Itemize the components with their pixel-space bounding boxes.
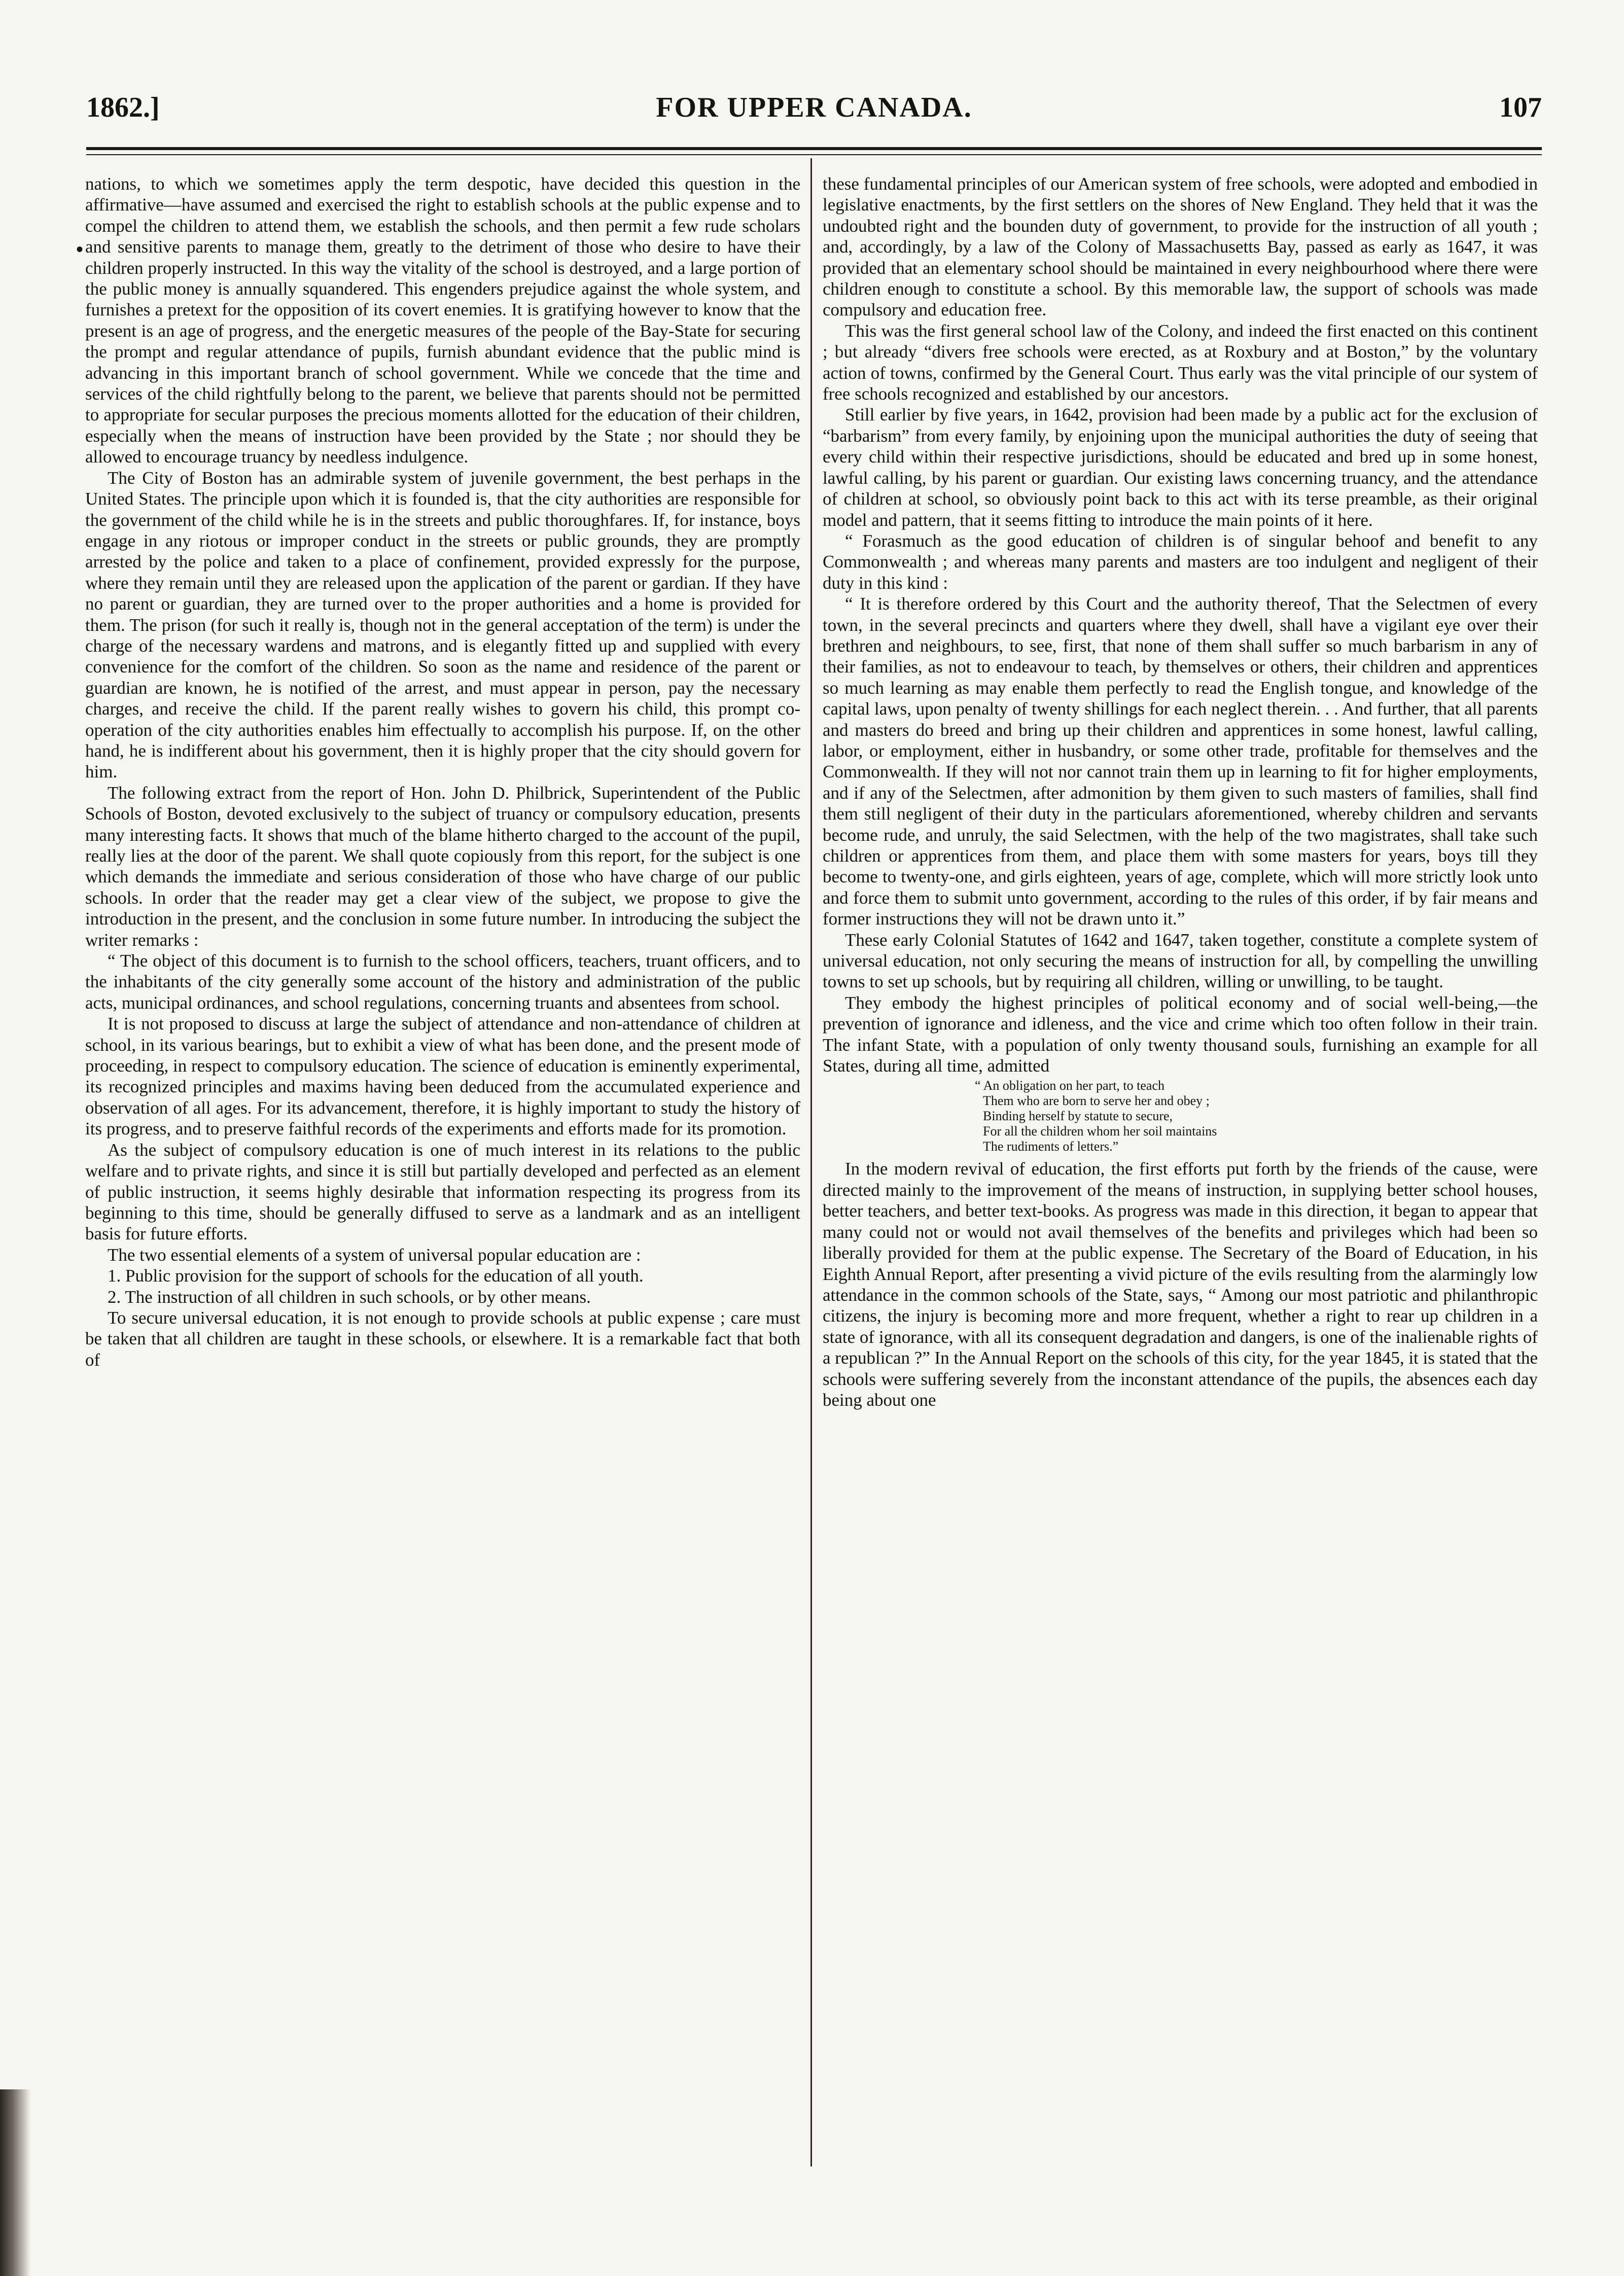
paragraph: As the subject of compulsory education is one of much interest in its relations to the public welfare and to private rights, and since it is still but partially developed and perfected as an element of public instruction, it seems highly desirable that information respecting its progress from its beginning to this time, should be generally diffused to serve as a landmark and as an intelligent basis for future efforts. [85, 1140, 800, 1244]
paragraph: To secure universal education, it is not enough to provide schools at public expense ; care must be taken that all children are taught in these schools, or elsewhere. It is a remarkable fact that both of [85, 1307, 800, 1370]
left-column [85, 173, 800, 1370]
page-title: FOR UPPER CANADA. [656, 92, 972, 123]
verse-line: Them who are born to serve her and obey ; [983, 1093, 1210, 1109]
year-label: 1862.] [86, 92, 160, 123]
paragraph: The following extract from the report of Hon. John D. Philbrick, Superintendent of the Public Schools of Boston, devoted exclusively to the subject of truancy or compulsory education, presents many interesting facts. It shows that much of the blame hitherto charged to the account of the pupil, really lies at the door of the parent. We shall quote copiously from this report, for the subject is one which demands the immediate and serious consideration of those who have charge of our public schools. In order that the reader may get a clear view of the subject, we propose to give the introduction in the present, and the conclusion in some future number. In introducing the subject the writer remarks : [85, 783, 800, 950]
header-rule-thick [86, 147, 1542, 150]
paragraph: In the modern revival of education, the first efforts put forth by the friends of the cause, were directed mainly to the improvement of the means of instruction, in supplying better school houses, better teachers, and better text-books. As progress was made in this direction, it began to appear that many could not or would not avail themselves of the benefits and privileges which had been so liberally provided for them at the public expense. The Secretary of the Board of Education, in his Eighth Annual Report, after presenting a vivid picture of the evils resulting from the alarmingly low attendance in the common schools of the State, says, “ Among our most patriotic and philanthropic citizens, the injury is becoming more and more frequent, whether a right to rear up children in a state of ignorance, with all its consequent degradation and dangers, is one of the inalienable rights of a republican ?” In the Annual Report on the schools of this city, for the year 1845, it is stated that the schools were suffering severely from the inconstant attendance of the pupils, the absences each day being about one [823, 1159, 1538, 1410]
paragraph: Still earlier by five years, in 1642, provision had been made by a public act for the exclusion of “barbarism” from every family, by enjoining upon the municipal authorities the duty of seeing that every child within their respective jurisdictions, should be educated and bred up in some honest, lawful calling, by his parent or guardian. Our existing laws concerning truancy, and the attendance of children at school, so obviously point back to this act with its terse preamble, as their original model and pattern, that it seems fitting to introduce the main points of it here. [823, 405, 1538, 530]
paragraph: “ The object of this document is to furnish to the school officers, teachers, truant officers, and to the inhabitants of the city generally some account of the history and administration of the public acts, municipal ordinances, and school regulations, concerning truants and absentees from school. [85, 951, 800, 1013]
page-header [86, 86, 1542, 132]
verse-line: Binding herself by statute to secure, [983, 1109, 1173, 1124]
verse-quote [975, 1078, 1538, 1154]
paragraph: nations, to which we sometimes apply the term despotic, have decided this question in the affirmative—have assumed and exercised the right to establish schools at the public expense and to compel the children to attend them, we establish the schools, and then permit a few rude scholars and sensitive parents to manage them, greatly to the detriment of those who desire to have their children properly instructed. In this way the vitality of the school is destroyed, and a large portion of the public money is annually squandered. This engenders prejudice against the whole system, and furnishes a pretext for the opposition of its covert enemies. It is gratifying however to know that the present is an age of progress, and the energetic measures of the people of the Bay-State for securing the prompt and regular attendance of pupils, furnish abundant evidence that the public mind is advancing in this important branch of school government. While we concede that the time and services of the child rightfully belong to the parent, we believe that parents should not be permitted to appropriate for secular purposes the precious moments allotted for the education of their children, especially when the means of instruction have been provided by the State ; nor should they be allowed to encourage truancy by needless indulgence. [85, 174, 800, 467]
verse-line: “ An obligation on her part, to teach [975, 1078, 1165, 1093]
margin-mark: • [76, 238, 84, 261]
column-divider [810, 158, 812, 2166]
paragraph: “ It is therefore ordered by this Court and the authority thereof, That the Selectmen of every town, in the several precincts and quarters where they dwell, shall have a vigilant eye over their brethren and neighbours, to see, first, that none of them shall suffer so much barbarism in any of their families, as not to endeavour to teach, by themselves or others, their children and apprentices so much learning as may enable them perfectly to read the English tongue, and knowledge of the capital laws, upon penalty of twenty shillings for each neglect therein. . . And further, that all parents and masters do breed and bring up their children and apprentices in some honest, lawful calling, labor, or employment, either in husbandry, or some other trade, profitable for themselves and the Commonwealth. If they will not nor cannot train them up in learning to fit for higher employments, and if any of the Selectmen, after admonition by them given to such masters of families, shall find them still negligent of their duty in the particulars aforementioned, whereby children and servants become rude, and unruly, the said Selectmen, with the help of the two magistrates, shall take such children or apprentices from them, and place them with some masters for years, boys till they become to twenty-one, and girls eighteen, years of age, complete, which will more strictly look unto and force them to submit unto government, according to the rules of this order, if by fair means and former instructions they will not be drawn unto it.” [823, 594, 1538, 929]
paragraph: The City of Boston has an admirable system of juvenile government, the best perhaps in the United States. The principle upon which it is founded is, that the city authorities are responsible for the government of the child while he is in the streets and public thoroughfares. If, for instance, boys engage in any riotous or improper conduct in the streets or public grounds, they are promptly arrested by the police and taken to a place of confinement, provided expressly for the purpose, where they remain until they are released upon the application of the parent or gardian. If they have no parent or guardian, they are turned over to the proper authorities and a home is provided for them. The prison (for such it really is, though not in the general acceptation of the term) is under the charge of the necessary wardens and matrons, and is elegantly fitted up and supplied with every convenience for the comfort of the children. So soon as the name and residence of the parent or guardian are known, he is notified of the arrest, and must appear in person, pay the necessary charges, and receive the child. If the parent really wishes to govern his child, this prompt co-operation of the city authorities enables him effectually to accomplish his purpose. If, on the other hand, he is indifferent about his government, then it is highly proper that the city should govern for him. [85, 468, 800, 782]
list-item: 1. Public provision for the support of schools for the education of all youth. [108, 1266, 644, 1286]
paragraph: “ Forasmuch as the good education of children is of singular behoof and benefit to any Commonwealth ; and whereas many parents and masters are too indulgent and negligent of their duty in this kind : [823, 530, 1538, 593]
header-rule-thin [86, 154, 1542, 155]
right-column [823, 173, 1538, 1410]
page-number: 107 [1499, 92, 1542, 123]
paragraph: These early Colonial Statutes of 1642 and 1647, taken together, constitute a complete system of universal education, not only securing the means of instruction for all, by compelling the unwilling towns to set up schools, but by requiring all children, willing or unwilling, to be taught. [823, 930, 1538, 992]
scan-edge-shadow [0, 2089, 30, 2276]
paragraph: these fundamental principles of our American system of free schools, were adopted and embodied in legislative enactments, by the first settlers on the shores of New England. They held that it was the undoubted right and the bounden duty of government, to provide for the instruction of all youth ; and, accordingly, by a law of the Colony of Massachusetts Bay, passed as early as 1647, it was provided that an elementary school should be maintained in every neighbourhood where there were children enough to constitute a school. By this memorable law, the support of schools was made compulsory and education free. [823, 174, 1538, 320]
list-item: 2. The instruction of all children in such schools, or by other means. [108, 1287, 591, 1307]
verse-line: The rudiments of letters.” [983, 1139, 1119, 1154]
verse-line: For all the children whom her soil maintains [983, 1124, 1217, 1139]
paragraph: They embody the highest principles of political economy and of social well-being,—the prevention of ignorance and idleness, and the vice and crime which too often follow in their train. The infant State, with a population of only twenty thousand souls, furnishing an example for all States, during all time, admitted [823, 992, 1538, 1076]
paragraph: It is not proposed to discuss at large the subject of attendance and non-attendance of children at school, in its various bearings, but to exhibit a view of what has been done, and the present mode of proceeding, in respect to compulsory education. The science of education is eminently experimental, its recognized principles and maxims having been deduced from the accumulated experience and observation of all ages. For its advancement, therefore, it is highly important to study the history of its progress, and to preserve faithful records of the experiments and efforts made for its promotion. [85, 1014, 800, 1139]
paragraph: The two essential elements of a system of universal popular education are : [108, 1244, 641, 1265]
paragraph: This was the first general school law of the Colony, and indeed the first enacted on this continent ; but already “divers free schools were erected, as at Roxbury and at Boston,” by the voluntary action of towns, confirmed by the General Court. Thus early was the vital principle of our system of free schools recognized and established by our ancestors. [823, 321, 1538, 404]
